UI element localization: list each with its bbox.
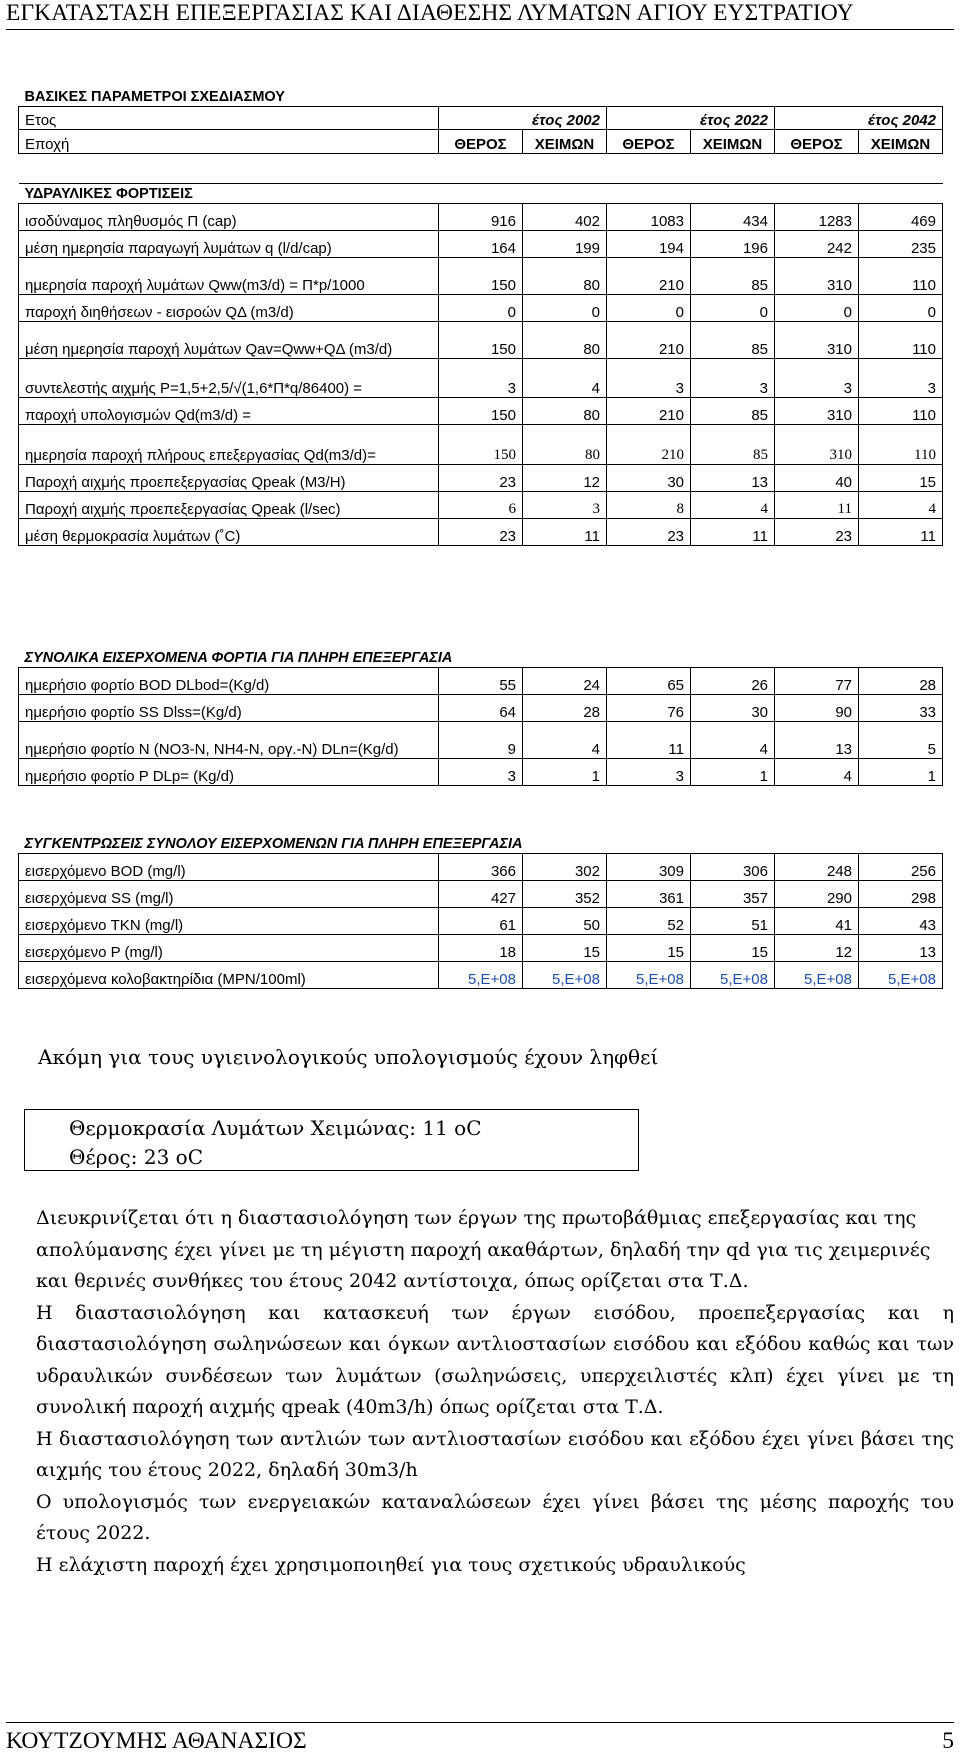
- design-parameters-table: [18, 86, 943, 546]
- table-row: [19, 880, 943, 907]
- table-cell: 11: [607, 721, 691, 758]
- table-cell: 210: [607, 397, 691, 424]
- table-row: [19, 667, 943, 694]
- table-cell: 15: [691, 934, 775, 961]
- row-label: εισερχόμενα SS (mg/l): [19, 880, 439, 907]
- table-cell: 434: [691, 203, 775, 230]
- body-text: [6, 1203, 954, 1581]
- paragraph: Ο υπολογισμός των ενεργειακών καταναλώσεων έχει γίνει βάσει της μέσης παροχής του έτους 2022.: [36, 1490, 954, 1544]
- row-label: μέση θερμοκρασία λυμάτων (˚C): [19, 518, 439, 545]
- table-cell: 23: [439, 518, 523, 545]
- table-cell: 80: [523, 424, 607, 464]
- table-cell: 1: [691, 758, 775, 785]
- footer-author: ΚΟΥΤΖΟΥΜΗΣ ΑΘΑΝΑΣΙΟΣ: [6, 1728, 307, 1754]
- concentrations-table: [18, 815, 943, 989]
- table-cell: 199: [523, 230, 607, 257]
- table-cell: 85: [691, 424, 775, 464]
- table-row: [19, 853, 943, 880]
- hygiene-intro: Ακόμη για τους υγιεινολογικούς υπολογισμούς έχουν ληφθεί: [38, 1045, 659, 1069]
- table-cell: 256: [859, 853, 943, 880]
- paragraph: Η ελάχιστη παροχή έχει χρησιμοποιηθεί για τους σχετικούς υδραυλικούς: [36, 1553, 746, 1576]
- row-label: ημερήσιο φορτίο BOD DLbod=(Kg/d): [19, 667, 439, 694]
- table-row: [19, 907, 943, 934]
- row-label: παροχή υπολογισμών Qd(m3/d) =: [19, 397, 439, 424]
- table-cell: 210: [607, 424, 691, 464]
- table-cell: 5: [859, 721, 943, 758]
- table-row: [19, 397, 943, 424]
- table-row: [19, 358, 943, 397]
- table-row: [19, 230, 943, 257]
- table-cell: 76: [607, 694, 691, 721]
- table-cell: 4: [859, 491, 943, 518]
- table-row: [19, 203, 943, 230]
- table-row: [19, 758, 943, 785]
- table-cell: 427: [439, 880, 523, 907]
- loads-title: ΣΥΝΟΛΙΚΑ ΕΙΣΕΡΧΟΜΕΝΑ ΦΟΡΤΙΑ ΓΙΑ ΠΛΗΡΗ ΕΠΕΞΕΡΓΑΣΙΑ: [19, 629, 943, 667]
- table-cell: 4: [523, 721, 607, 758]
- table-cell: 1083: [607, 203, 691, 230]
- temperature-box: [24, 1109, 639, 1171]
- table-cell: 194: [607, 230, 691, 257]
- table-cell: 6: [439, 491, 523, 518]
- table-cell: 80: [523, 257, 607, 294]
- table-cell: 50: [523, 907, 607, 934]
- row-label: ημερήσιο φορτίο SS Dlss=(Kg/d): [19, 694, 439, 721]
- table-row: [19, 694, 943, 721]
- table-row: [19, 321, 943, 358]
- table-cell: 290: [775, 880, 859, 907]
- table-cell: 23: [775, 518, 859, 545]
- page-header: ΕΓΚΑΤΑΣΤΑΣΗ ΕΠΕΞΕΡΓΑΣΙΑΣ ΚΑΙ ΔΙΑΘΕΣΗΣ ΛΥΜΑΤΩΝ ΑΓΙΟΥ ΕΥΣΤΡΑΤΙΟΥ: [6, 0, 954, 30]
- season-cell: ΘΕΡΟΣ: [607, 129, 691, 153]
- table-row: [19, 934, 943, 961]
- table-cell: 52: [607, 907, 691, 934]
- table-cell: 90: [775, 694, 859, 721]
- year-2042: έτος 2042: [775, 106, 943, 129]
- table-cell: 41: [775, 907, 859, 934]
- table-row: [19, 961, 943, 988]
- table-cell: 77: [775, 667, 859, 694]
- table-cell: 3: [607, 358, 691, 397]
- table-cell: 5,E+08: [691, 961, 775, 988]
- table-cell: 4: [523, 358, 607, 397]
- table-cell: 352: [523, 880, 607, 907]
- table-cell: 3: [775, 358, 859, 397]
- row-label: ημερήσιο φορτίο N (NO3-N, NH4-N, οργ.-N) DLn=(Kg/d): [19, 721, 439, 758]
- season-cell: ΧΕΙΜΩΝ: [859, 129, 943, 153]
- table-cell: 26: [691, 667, 775, 694]
- row-label: μέση ημερησία παροχή λυμάτων Qav=Qww+QΔ (m3/d): [19, 321, 439, 358]
- table-cell: 235: [859, 230, 943, 257]
- table-cell: 1: [859, 758, 943, 785]
- year-2022: έτος 2022: [607, 106, 775, 129]
- row-label: ημερησία παροχή πλήρους επεξεργασίας Qd(m3/d)=: [19, 424, 439, 464]
- table-cell: 361: [607, 880, 691, 907]
- table-row: [19, 464, 943, 491]
- season-cell: ΘΕΡΟΣ: [775, 129, 859, 153]
- table-cell: 85: [691, 321, 775, 358]
- row-label: ημερησία παροχή λυμάτων Qww(m3/d) = Π*p/1000: [19, 257, 439, 294]
- table-cell: 150: [439, 321, 523, 358]
- table-cell: 366: [439, 853, 523, 880]
- table-cell: 402: [523, 203, 607, 230]
- table-cell: 310: [775, 321, 859, 358]
- year-label: Ετος: [19, 106, 439, 129]
- table-cell: 15: [859, 464, 943, 491]
- table-cell: 210: [607, 321, 691, 358]
- table-row: [19, 424, 943, 464]
- table-cell: 30: [607, 464, 691, 491]
- table-cell: 40: [775, 464, 859, 491]
- table-cell: 13: [859, 934, 943, 961]
- table-cell: 18: [439, 934, 523, 961]
- table-cell: 3: [859, 358, 943, 397]
- paragraph: Η διαστασιολόγηση και κατασκευή των έργων εισόδου, προεπεξεργασίας και η διαστασιολόγηση σωληνώσεων και όγκων αντλιοστασίων εισόδου και εξόδου καθώς και των υδραυλικών συνδέσεων των λυμάτων (σωληνώσεις, υπερχειλιστές κλπ) έχει γίνει με τη συνολική παροχή αιχμής qpeak (40m3/h) όπως ορίζεται στα Τ.Δ.: [36, 1301, 954, 1418]
- table-cell: 30: [691, 694, 775, 721]
- table-cell: 9: [439, 721, 523, 758]
- table-cell: 5,E+08: [523, 961, 607, 988]
- row-label: παροχή διηθήσεων - εισροών QΔ (m3/d): [19, 294, 439, 321]
- table-cell: 64: [439, 694, 523, 721]
- table-cell: 11: [523, 518, 607, 545]
- row-label: μέση ημερησία παραγωγή λυμάτων q (l/d/cap): [19, 230, 439, 257]
- table-cell: 11: [859, 518, 943, 545]
- table-cell: 150: [439, 257, 523, 294]
- table-cell: 61: [439, 907, 523, 934]
- table-cell: 3: [523, 491, 607, 518]
- table-cell: 110: [859, 397, 943, 424]
- table-cell: 80: [523, 397, 607, 424]
- table-cell: 248: [775, 853, 859, 880]
- table-cell: 4: [691, 721, 775, 758]
- spacer: [19, 153, 943, 183]
- table-cell: 298: [859, 880, 943, 907]
- table-cell: 5,E+08: [775, 961, 859, 988]
- season-cell: ΧΕΙΜΩΝ: [523, 129, 607, 153]
- table-cell: 55: [439, 667, 523, 694]
- table-cell: 11: [775, 491, 859, 518]
- table-cell: 110: [859, 257, 943, 294]
- table-cell: 310: [775, 397, 859, 424]
- row-label: Παροχή αιχμής προεπεξεργασίας Qpeak (l/sec): [19, 491, 439, 518]
- row-label: ισοδύναμος πληθυσμός Π (cap): [19, 203, 439, 230]
- table-cell: 1283: [775, 203, 859, 230]
- loads-table: [18, 629, 943, 786]
- table-cell: 310: [775, 257, 859, 294]
- season-cell: ΧΕΙΜΩΝ: [691, 129, 775, 153]
- table-cell: 13: [775, 721, 859, 758]
- table-cell: 8: [607, 491, 691, 518]
- table-cell: 0: [523, 294, 607, 321]
- table-cell: 0: [775, 294, 859, 321]
- table-cell: 242: [775, 230, 859, 257]
- table-cell: 3: [607, 758, 691, 785]
- table-cell: 302: [523, 853, 607, 880]
- table-cell: 80: [523, 321, 607, 358]
- table-cell: 85: [691, 397, 775, 424]
- temp-winter: Θερμοκρασία Λυμάτων Χειμώνας: 11 oC: [69, 1116, 482, 1140]
- table-cell: 28: [523, 694, 607, 721]
- hydraulic-rows: [19, 203, 943, 545]
- table-cell: 3: [439, 758, 523, 785]
- row-label: εισερχόμενο BOD (mg/l): [19, 853, 439, 880]
- table-cell: 4: [691, 491, 775, 518]
- paragraph: Διευκρινίζεται ότι η διαστασιολόγηση των έργων της πρωτοβάθμιας επεξεργασίας και της απολύμανσης έχει γίνει με τη μέγιστη παροχή ακαθάρτων, δηλαδή την qd για τις χειμερινές και θερινές συνθήκες του έτους 2042 αντίστοιχα, όπως ορίζεται στα Τ.Δ.: [36, 1207, 931, 1292]
- table-cell: 0: [607, 294, 691, 321]
- row-label: εισερχόμενο P (mg/l): [19, 934, 439, 961]
- table-cell: 210: [607, 257, 691, 294]
- table-cell: 110: [859, 424, 943, 464]
- table-cell: 0: [859, 294, 943, 321]
- table-cell: 1: [523, 758, 607, 785]
- page-footer: [6, 1722, 954, 1759]
- row-label: ημερήσιο φορτίο P DLp= (Kg/d): [19, 758, 439, 785]
- table-row: [19, 721, 943, 758]
- row-label: εισερχόμενο TKN (mg/l): [19, 907, 439, 934]
- concentrations-title: ΣΥΓΚΕΝΤΡΩΣΕΙΣ ΣΥΝΟΛΟΥ ΕΙΣΕΡΧΟΜΕΝΩΝ ΓΙΑ ΠΛΗΡΗ ΕΠΕΞΕΡΓΑΣΙΑ: [19, 815, 943, 853]
- table-cell: 12: [775, 934, 859, 961]
- year-2002: έτος 2002: [439, 106, 607, 129]
- table-cell: 916: [439, 203, 523, 230]
- paragraph: Η διαστασιολόγηση των αντλιών των αντλιοστασίων εισόδου και εξόδου έχει γίνει βάσει της αιχμής του έτους 2022, δηλαδή 30m3/h: [36, 1427, 954, 1481]
- table-cell: 33: [859, 694, 943, 721]
- table-cell: 51: [691, 907, 775, 934]
- page-number: 5: [942, 1728, 954, 1754]
- table-cell: 24: [523, 667, 607, 694]
- table-cell: 310: [775, 424, 859, 464]
- table-cell: 5,E+08: [859, 961, 943, 988]
- table-cell: 469: [859, 203, 943, 230]
- loads-rows: [19, 667, 943, 785]
- params-title: ΒΑΣΙΚΕΣ ΠΑΡΑΜΕΤΡΟΙ ΣΧΕΔΙΑΣΜΟΥ: [24, 88, 285, 105]
- season-label: Εποχή: [19, 129, 439, 153]
- row-label: συντελεστής αιχμής P=1,5+2,5/√(1,6*Π*q/86400) =: [19, 358, 439, 397]
- table-cell: 65: [607, 667, 691, 694]
- table-row: [19, 257, 943, 294]
- table-cell: 5,E+08: [607, 961, 691, 988]
- table-cell: 0: [439, 294, 523, 321]
- table-row: [19, 491, 943, 518]
- table-cell: 43: [859, 907, 943, 934]
- hydraulic-title: ΥΔΡΑΥΛΙΚΕΣ ΦΟΡΤΙΣΕΙΣ: [19, 183, 943, 203]
- temp-summer: Θέρος: 23 oC: [69, 1145, 204, 1169]
- table-cell: 15: [523, 934, 607, 961]
- table-cell: 110: [859, 321, 943, 358]
- table-cell: 13: [691, 464, 775, 491]
- table-cell: 150: [439, 424, 523, 464]
- table-cell: 3: [691, 358, 775, 397]
- table-cell: 3: [439, 358, 523, 397]
- concentrations-rows: [19, 853, 943, 988]
- table-cell: 196: [691, 230, 775, 257]
- table-cell: 23: [607, 518, 691, 545]
- row-label: Παροχή αιχμής προεπεξεργασίας Qpeak (M3/H): [19, 464, 439, 491]
- table-cell: 150: [439, 397, 523, 424]
- table-cell: 0: [691, 294, 775, 321]
- table-row: [19, 518, 943, 545]
- season-cell: ΘΕΡΟΣ: [439, 129, 523, 153]
- table-cell: 28: [859, 667, 943, 694]
- table-cell: 11: [691, 518, 775, 545]
- table-row: [19, 294, 943, 321]
- table-cell: 306: [691, 853, 775, 880]
- table-cell: 85: [691, 257, 775, 294]
- table-cell: 357: [691, 880, 775, 907]
- table-cell: 23: [439, 464, 523, 491]
- table-cell: 15: [607, 934, 691, 961]
- table-cell: 309: [607, 853, 691, 880]
- table-cell: 5,E+08: [439, 961, 523, 988]
- table-cell: 164: [439, 230, 523, 257]
- row-label: εισερχόμενα κολοβακτηρίδια (MPN/100ml): [19, 961, 439, 988]
- table-cell: 4: [775, 758, 859, 785]
- table-cell: 12: [523, 464, 607, 491]
